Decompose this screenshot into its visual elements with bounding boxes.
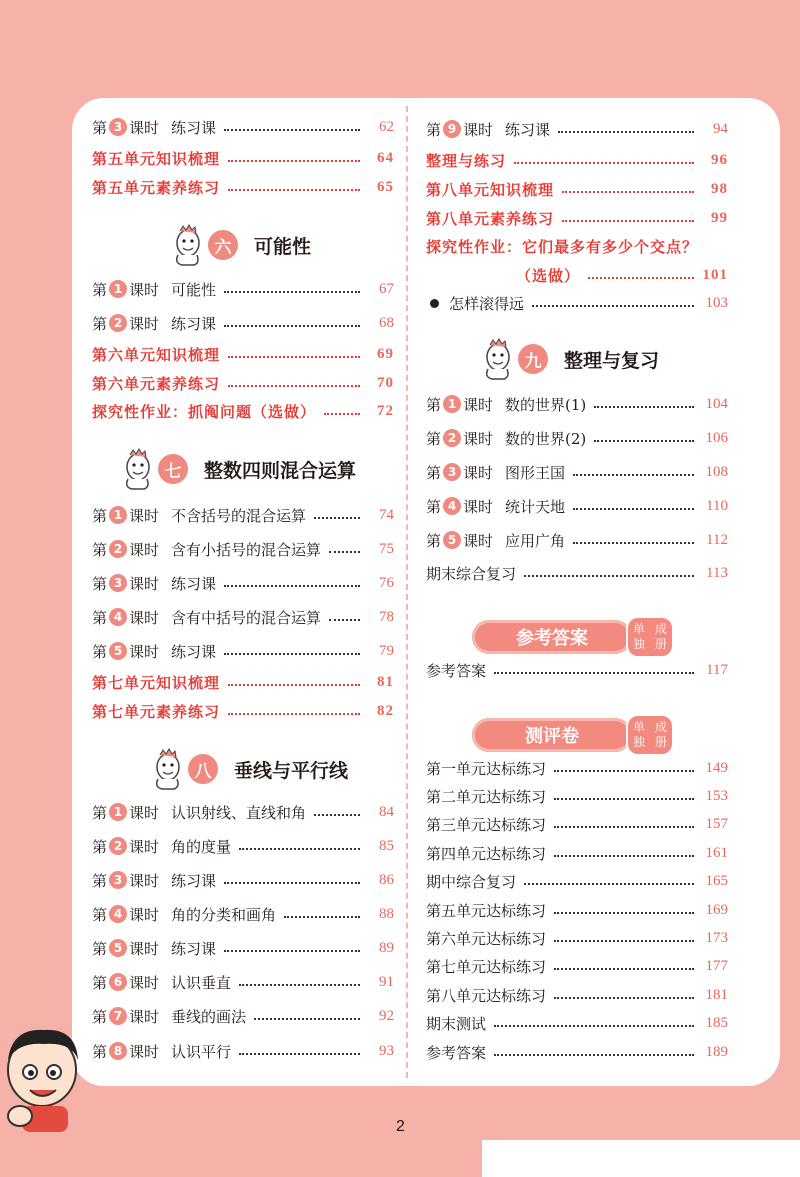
leader-dots xyxy=(224,950,360,952)
section-banner xyxy=(472,616,674,658)
page-ref: 181 xyxy=(705,986,728,1003)
leader-dots xyxy=(228,684,360,686)
dinosaur-mascot-icon xyxy=(480,337,514,381)
toc-entry[interactable] xyxy=(426,657,728,683)
leader-dots xyxy=(532,305,694,307)
entry-label: 整理与练习 xyxy=(426,151,507,170)
lesson-title: 数的世界(2) xyxy=(505,429,587,448)
toc-entry[interactable] xyxy=(92,174,394,200)
leader-dots xyxy=(554,798,694,800)
leader-dots xyxy=(594,440,694,442)
toc-entry[interactable] xyxy=(426,897,728,923)
toc-entry[interactable] xyxy=(430,290,728,316)
lesson-number-badge: 8 xyxy=(109,1042,127,1060)
inquiry-entry[interactable] xyxy=(516,262,728,288)
page-ref: 112 xyxy=(706,531,728,548)
section-banner xyxy=(472,714,674,756)
lesson-number-badge: 5 xyxy=(109,642,127,660)
leader-dots xyxy=(554,770,694,772)
lesson-number-badge: 4 xyxy=(443,497,461,515)
inquiry-entry-title[interactable] xyxy=(426,233,728,259)
toc-entry[interactable] xyxy=(426,176,728,202)
page-ref: 64 xyxy=(377,149,394,166)
entry-label: 探究性作业：抓阄问题（选做） xyxy=(92,402,317,421)
lesson-title: 练习课 xyxy=(171,314,217,333)
separate-volume-tag xyxy=(626,616,674,658)
lesson-prefix: 第 xyxy=(92,905,108,924)
entry-label: 第七单元达标练习 xyxy=(426,957,547,976)
corner-background xyxy=(482,1140,800,1177)
page-ref: 113 xyxy=(706,564,728,581)
lesson-number-badge: 3 xyxy=(109,871,127,889)
leader-dots xyxy=(228,385,360,387)
tag-line-2: 成册 xyxy=(654,720,667,749)
lesson-suffix: 课时 xyxy=(129,803,160,822)
lesson-suffix: 课时 xyxy=(129,837,160,856)
entry-label: 第三单元达标练习 xyxy=(426,815,547,834)
leader-dots xyxy=(554,912,694,914)
lesson-prefix: 第 xyxy=(92,314,108,333)
entry-label: 第二单元达标练习 xyxy=(426,787,547,806)
toc-entry[interactable] xyxy=(426,425,728,451)
unit-heading xyxy=(170,222,311,268)
lesson-title: 认识垂直 xyxy=(171,973,232,992)
lesson-suffix: 课时 xyxy=(463,395,494,414)
page-number: 2 xyxy=(396,1118,405,1135)
leader-dots xyxy=(554,997,694,999)
lesson-title: 练习课 xyxy=(171,642,217,661)
toc-entry[interactable] xyxy=(92,1038,394,1064)
toc-entry[interactable] xyxy=(426,982,728,1008)
page-ref: 78 xyxy=(379,608,394,625)
lesson-title: 垂线的画法 xyxy=(171,1007,247,1026)
leader-dots xyxy=(558,131,694,133)
toc-entry[interactable] xyxy=(92,310,394,336)
page-ref: 101 xyxy=(702,266,728,283)
lesson-prefix: 第 xyxy=(426,395,442,414)
lesson-prefix: 第 xyxy=(92,939,108,958)
leader-dots xyxy=(239,848,360,850)
section-title: 参考答案 xyxy=(472,620,632,654)
page-ref: 85 xyxy=(379,837,394,854)
toc-entry[interactable] xyxy=(92,669,394,695)
lesson-prefix: 第 xyxy=(426,463,442,482)
page-ref: 86 xyxy=(379,871,394,888)
entry-label: 第五单元素养练习 xyxy=(92,178,221,197)
page-ref: 74 xyxy=(379,506,394,523)
lesson-number-badge: 4 xyxy=(109,905,127,923)
toc-entry[interactable] xyxy=(426,527,728,553)
leader-dots xyxy=(224,585,360,587)
lesson-suffix: 课时 xyxy=(129,1007,160,1026)
lesson-suffix: 课时 xyxy=(129,905,160,924)
leader-dots xyxy=(554,826,694,828)
page-ref: 161 xyxy=(705,844,728,861)
leader-dots xyxy=(514,162,694,164)
lesson-prefix: 第 xyxy=(92,837,108,856)
leader-dots xyxy=(324,413,360,415)
lesson-number-badge: 3 xyxy=(109,118,127,136)
entry-label: 第五单元知识梳理 xyxy=(92,149,221,168)
toc-entry[interactable] xyxy=(426,925,728,951)
lesson-suffix: 课时 xyxy=(129,939,160,958)
page-ref: 103 xyxy=(705,294,728,311)
leader-dots xyxy=(554,940,694,942)
lesson-number-badge: 1 xyxy=(109,506,127,524)
toc-entry[interactable] xyxy=(92,1003,394,1029)
toc-entry[interactable] xyxy=(92,969,394,995)
toc-entry[interactable] xyxy=(92,570,394,596)
leader-dots xyxy=(239,984,360,986)
lesson-suffix: 课时 xyxy=(463,120,494,139)
leader-dots xyxy=(224,291,360,293)
lesson-title: 练习课 xyxy=(171,871,217,890)
leader-dots xyxy=(494,1054,694,1056)
lesson-suffix: 课时 xyxy=(129,1042,160,1061)
lesson-suffix: 课时 xyxy=(129,540,160,559)
leader-dots xyxy=(284,916,360,918)
toc-entry[interactable] xyxy=(426,493,728,519)
toc-entry[interactable] xyxy=(92,901,394,927)
lesson-prefix: 第 xyxy=(92,540,108,559)
toc-entry[interactable] xyxy=(426,868,728,894)
lesson-title: 含有中括号的混合运算 xyxy=(171,608,322,627)
page-ref: 96 xyxy=(711,151,728,168)
lesson-number-badge: 3 xyxy=(109,574,127,592)
page-ref: 94 xyxy=(713,120,728,137)
toc-entry[interactable] xyxy=(92,638,394,664)
page-ref: 88 xyxy=(379,905,394,922)
lesson-title: 角的度量 xyxy=(171,837,232,856)
toc-entry[interactable] xyxy=(92,276,394,302)
lesson-title: 角的分类和画角 xyxy=(171,905,277,924)
page-ref: 104 xyxy=(705,395,728,412)
leader-dots xyxy=(573,508,694,510)
page-ref: 106 xyxy=(705,429,728,446)
leader-dots xyxy=(224,129,360,131)
entry-label: 第六单元素养练习 xyxy=(92,374,221,393)
unit-number-badge: 七 xyxy=(158,454,188,484)
page-ref: 177 xyxy=(705,957,728,974)
leader-dots xyxy=(573,474,694,476)
dinosaur-mascot-icon xyxy=(120,447,154,491)
lesson-number-badge: 2 xyxy=(109,837,127,855)
lesson-prefix: 第 xyxy=(426,531,442,550)
unit-heading xyxy=(150,746,348,792)
bullet-icon xyxy=(430,299,439,308)
page-ref: 65 xyxy=(377,178,394,195)
toc-entry[interactable] xyxy=(426,811,728,837)
lesson-prefix: 第 xyxy=(92,973,108,992)
page-ref: 189 xyxy=(705,1043,728,1060)
dinosaur-mascot-icon xyxy=(150,747,184,791)
leader-dots xyxy=(314,814,360,816)
lesson-suffix: 课时 xyxy=(463,497,494,516)
lesson-prefix: 第 xyxy=(92,803,108,822)
toc-entry[interactable] xyxy=(92,604,394,630)
leader-dots xyxy=(224,325,360,327)
page-ref: 75 xyxy=(379,540,394,557)
page-ref: 82 xyxy=(377,702,394,719)
lesson-number-badge: 7 xyxy=(109,1007,127,1025)
leader-dots xyxy=(329,551,360,553)
toc-entry[interactable] xyxy=(426,560,728,586)
page-ref: 185 xyxy=(705,1014,728,1031)
entry-label: 怎样滚得远 xyxy=(449,294,525,313)
unit-heading xyxy=(120,446,356,492)
toc-entry[interactable] xyxy=(426,1010,728,1036)
entry-label: 第五单元达标练习 xyxy=(426,901,547,920)
toc-entry[interactable] xyxy=(426,205,728,231)
entry-label: 第四单元达标练习 xyxy=(426,844,547,863)
page-ref: 62 xyxy=(379,118,394,135)
entry-label: 第六单元知识梳理 xyxy=(92,345,221,364)
entry-label: 探究性作业：它们最多有多少个交点？ xyxy=(426,237,699,256)
lesson-prefix: 第 xyxy=(92,642,108,661)
unit-title: 整数四则混合运算 xyxy=(204,459,357,482)
leader-dots xyxy=(562,191,694,193)
lesson-title: 应用广角 xyxy=(505,531,566,550)
page-ref: 117 xyxy=(706,661,728,678)
leader-dots xyxy=(562,220,694,222)
lesson-prefix: 第 xyxy=(426,120,442,139)
leader-dots xyxy=(588,277,694,279)
page-ref: 67 xyxy=(379,280,394,297)
page-ref: 70 xyxy=(377,374,394,391)
page-ref: 76 xyxy=(379,574,394,591)
page-ref: 169 xyxy=(705,901,728,918)
lesson-prefix: 第 xyxy=(92,118,108,137)
leader-dots xyxy=(228,356,360,358)
entry-label: （选做） xyxy=(516,266,581,285)
page-ref: 68 xyxy=(379,314,394,331)
page-ref: 98 xyxy=(711,180,728,197)
toc-entry[interactable] xyxy=(426,459,728,485)
lesson-prefix: 第 xyxy=(92,280,108,299)
page-ref: 110 xyxy=(706,497,728,514)
lesson-number-badge: 9 xyxy=(443,120,461,138)
lesson-number-badge: 5 xyxy=(443,531,461,549)
lesson-title: 数的世界(1) xyxy=(505,395,587,414)
lesson-number-badge: 2 xyxy=(443,429,461,447)
leader-dots xyxy=(254,1018,360,1020)
unit-heading xyxy=(480,336,659,382)
leader-dots xyxy=(573,542,694,544)
leader-dots xyxy=(524,575,694,577)
lesson-prefix: 第 xyxy=(92,1007,108,1026)
leader-dots xyxy=(239,1053,360,1055)
toc-entry[interactable] xyxy=(92,341,394,367)
page-ref: 108 xyxy=(705,463,728,480)
tag-line-1: 单独 xyxy=(632,622,645,651)
toc-entry[interactable] xyxy=(92,502,394,528)
lesson-title: 练习课 xyxy=(171,118,217,137)
lesson-suffix: 课时 xyxy=(129,118,160,137)
tag-line-1: 单独 xyxy=(632,720,645,749)
page-ref: 93 xyxy=(379,1042,394,1059)
page-ref: 153 xyxy=(705,787,728,804)
lesson-number-badge: 2 xyxy=(109,314,127,332)
entry-label: 期末测试 xyxy=(426,1014,487,1033)
lesson-suffix: 课时 xyxy=(129,506,160,525)
unit-title: 可能性 xyxy=(254,235,312,258)
toc-entry[interactable] xyxy=(92,370,394,396)
lesson-number-badge: 5 xyxy=(109,939,127,957)
entry-label: 第七单元素养练习 xyxy=(92,702,221,721)
lesson-number-badge: 3 xyxy=(443,463,461,481)
separate-volume-tag xyxy=(626,714,674,756)
lesson-title: 不含括号的混合运算 xyxy=(171,506,307,525)
tag-line-2: 成册 xyxy=(654,622,667,651)
toc-entry[interactable] xyxy=(426,953,728,979)
toc-entry[interactable] xyxy=(92,536,394,562)
page-ref: 72 xyxy=(377,402,394,419)
column-divider xyxy=(406,106,408,1078)
leader-dots xyxy=(224,882,360,884)
toc-entry[interactable] xyxy=(426,783,728,809)
lesson-prefix: 第 xyxy=(92,608,108,627)
toc-entry[interactable] xyxy=(92,398,394,424)
leader-dots xyxy=(228,189,360,191)
leader-dots xyxy=(494,1025,694,1027)
page-ref: 81 xyxy=(377,673,394,690)
page-ref: 99 xyxy=(711,209,728,226)
page-ref: 84 xyxy=(379,803,394,820)
lesson-title: 统计天地 xyxy=(505,497,566,516)
leader-dots xyxy=(594,406,694,408)
entry-label: 第一单元达标练习 xyxy=(426,759,547,778)
leader-dots xyxy=(524,883,694,885)
lesson-suffix: 课时 xyxy=(129,280,160,299)
lesson-title: 认识平行 xyxy=(171,1042,232,1061)
lesson-suffix: 课时 xyxy=(129,973,160,992)
lesson-number-badge: 1 xyxy=(109,280,127,298)
toc-entry[interactable] xyxy=(426,147,728,173)
lesson-title: 练习课 xyxy=(505,120,551,139)
unit-number-badge: 六 xyxy=(208,230,238,260)
unit-number-badge: 八 xyxy=(188,754,218,784)
leader-dots xyxy=(329,619,360,621)
lesson-prefix: 第 xyxy=(426,429,442,448)
lesson-title: 认识射线、直线和角 xyxy=(171,803,307,822)
page-ref: 89 xyxy=(379,939,394,956)
toc-entry[interactable] xyxy=(92,867,394,893)
lesson-prefix: 第 xyxy=(426,497,442,516)
toc-entry[interactable] xyxy=(426,391,728,417)
lesson-prefix: 第 xyxy=(92,1042,108,1061)
leader-dots xyxy=(494,672,694,674)
lesson-title: 练习课 xyxy=(171,939,217,958)
page-ref: 91 xyxy=(379,973,394,990)
unit-number-badge: 九 xyxy=(518,344,548,374)
lesson-number-badge: 1 xyxy=(443,395,461,413)
lesson-prefix: 第 xyxy=(92,574,108,593)
lesson-suffix: 课时 xyxy=(129,574,160,593)
leader-dots xyxy=(314,517,360,519)
toc-entry[interactable] xyxy=(92,145,394,171)
lesson-suffix: 课时 xyxy=(129,642,160,661)
toc-entry[interactable] xyxy=(92,698,394,724)
toc-entry[interactable] xyxy=(92,114,394,140)
lesson-suffix: 课时 xyxy=(129,871,160,890)
lesson-prefix: 第 xyxy=(92,871,108,890)
entry-label: 第八单元知识梳理 xyxy=(426,180,555,199)
page-ref: 165 xyxy=(705,872,728,889)
leader-dots xyxy=(554,968,694,970)
lesson-suffix: 课时 xyxy=(129,608,160,627)
toc-entry[interactable] xyxy=(92,935,394,961)
toc-entry[interactable] xyxy=(426,840,728,866)
page-ref: 92 xyxy=(379,1007,394,1024)
page-ref: 69 xyxy=(377,345,394,362)
lesson-suffix: 课时 xyxy=(463,531,494,550)
toc-entry[interactable] xyxy=(92,833,394,859)
entry-label: 参考答案 xyxy=(426,661,487,680)
entry-label: 参考答案 xyxy=(426,1043,487,1062)
toc-entry[interactable] xyxy=(426,116,728,142)
section-title: 测评卷 xyxy=(472,718,632,752)
toc-entry[interactable] xyxy=(92,799,394,825)
lesson-title: 练习课 xyxy=(171,574,217,593)
lesson-title: 含有小括号的混合运算 xyxy=(171,540,322,559)
entry-label: 第八单元达标练习 xyxy=(426,986,547,1005)
entry-label: 第八单元素养练习 xyxy=(426,209,555,228)
leader-dots xyxy=(224,653,360,655)
unit-title: 整理与复习 xyxy=(564,349,660,372)
lesson-number-badge: 1 xyxy=(109,803,127,821)
page-ref: 79 xyxy=(379,642,394,659)
leader-dots xyxy=(228,713,360,715)
unit-title: 垂线与平行线 xyxy=(234,759,349,782)
lesson-suffix: 课时 xyxy=(463,429,494,448)
leader-dots xyxy=(228,160,360,162)
toc-entry[interactable] xyxy=(426,1039,728,1065)
boy-mascot-illustration xyxy=(2,1020,86,1132)
page-ref: 157 xyxy=(705,815,728,832)
entry-label: 期中综合复习 xyxy=(426,872,517,891)
leader-dots xyxy=(554,855,694,857)
lesson-title: 图形王国 xyxy=(505,463,566,482)
lesson-number-badge: 4 xyxy=(109,608,127,626)
page-ref: 149 xyxy=(705,759,728,776)
page-ref: 173 xyxy=(705,929,728,946)
lesson-suffix: 课时 xyxy=(129,314,160,333)
entry-label: 期末综合复习 xyxy=(426,564,517,583)
dinosaur-mascot-icon xyxy=(170,223,204,267)
lesson-title: 可能性 xyxy=(171,280,217,299)
entry-label: 第七单元知识梳理 xyxy=(92,673,221,692)
lesson-number-badge: 6 xyxy=(109,973,127,991)
entry-label: 第六单元达标练习 xyxy=(426,929,547,948)
lesson-prefix: 第 xyxy=(92,506,108,525)
toc-entry[interactable] xyxy=(426,755,728,781)
lesson-suffix: 课时 xyxy=(463,463,494,482)
lesson-number-badge: 2 xyxy=(109,540,127,558)
